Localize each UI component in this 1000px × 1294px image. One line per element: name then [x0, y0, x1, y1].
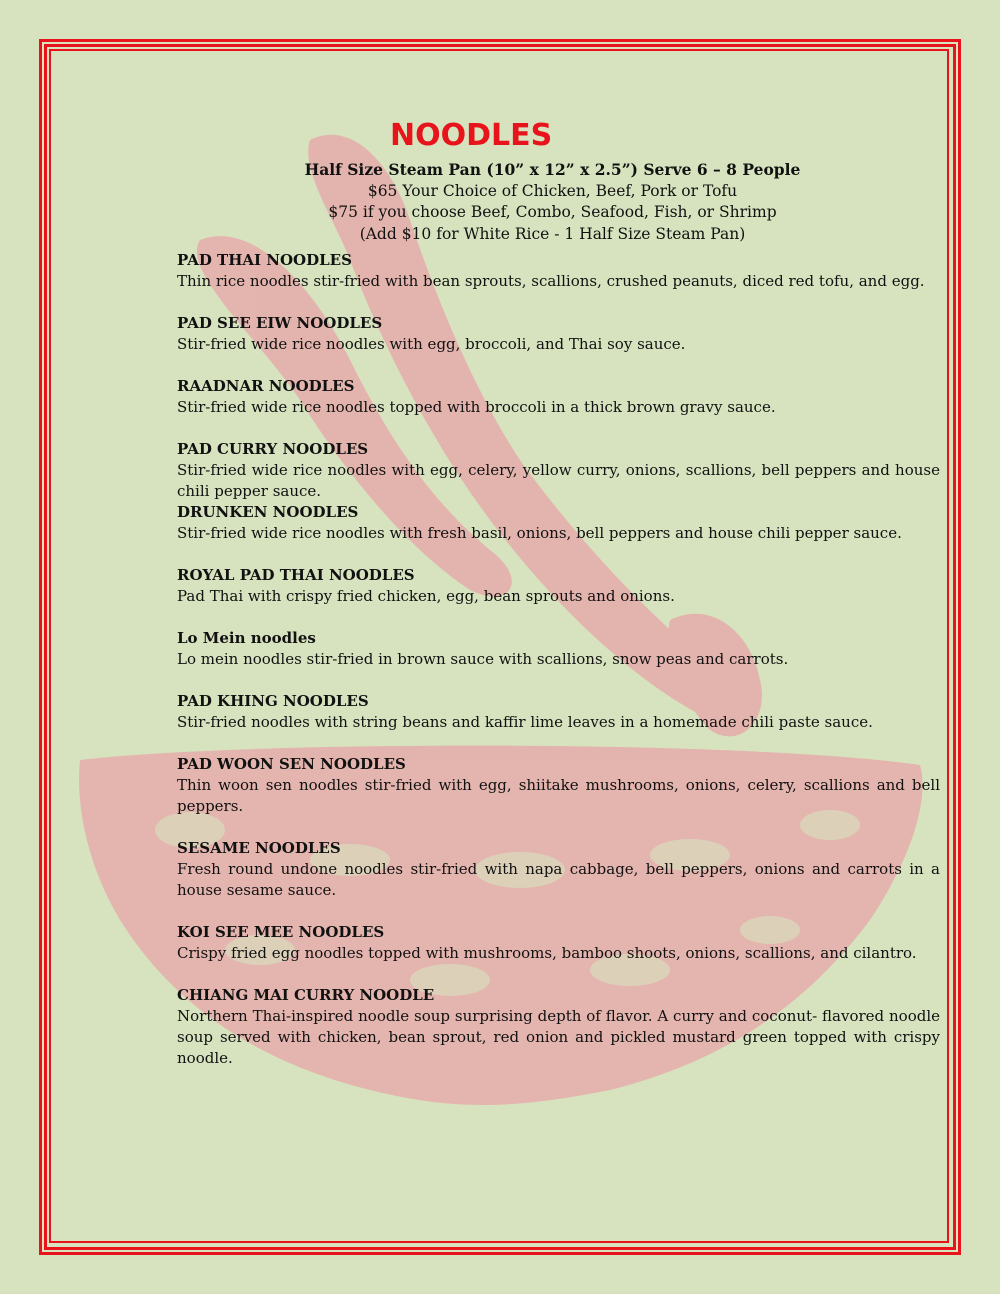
menu-item-name: SESAME NOODLES	[177, 839, 341, 857]
price-line-65: $65 Your Choice of Chicken, Beef, Pork or Tofu	[367, 181, 738, 200]
menu-item	[177, 439, 940, 502]
menu-item	[177, 250, 940, 292]
menu-item-name: Lo Mein noodles	[177, 629, 316, 647]
menu-item-description: Thin woon sen noodles stir-fried with egg, shiitake mushrooms, onions, celery, scallions and bell peppers.	[177, 776, 940, 815]
menu-items-list	[177, 250, 940, 1090]
menu-item-description: Northern Thai-inspired noodle soup surprising depth of flavor. A curry and coconut- flavored noodle soup served with chicken, bean sprout, red onion and pickled mustard green topped with crispy noodle.	[177, 1007, 940, 1067]
menu-item	[177, 754, 940, 817]
menu-item	[177, 838, 940, 901]
menu-item-description: Crispy fried egg noodles topped with mushrooms, bamboo shoots, onions, scallions, and cilantro.	[177, 944, 917, 962]
menu-item-name: RAADNAR NOODLES	[177, 377, 355, 395]
menu-item-description: Stir-fried noodles with string beans and kaffir lime leaves in a homemade chili paste sauce.	[177, 713, 873, 731]
menu-item-description: Lo mein noodles stir-fried in brown sauce with scallions, snow peas and carrots.	[177, 650, 789, 668]
menu-item	[177, 502, 940, 544]
menu-item-description: Stir-fried wide rice noodles topped with broccoli in a thick brown gravy sauce.	[177, 398, 776, 416]
menu-item-name: PAD WOON SEN NOODLES	[177, 755, 406, 773]
pricing-header	[300, 159, 805, 245]
menu-item-description: Thin rice noodles stir-fried with bean sprouts, scallions, crushed peanuts, diced red tofu, and egg.	[177, 272, 925, 290]
menu-item-description: Pad Thai with crispy fried chicken, egg, bean sprouts and onions.	[177, 587, 675, 605]
rice-addon-line: (Add $10 for White Rice - 1 Half Size Steam Pan)	[359, 224, 746, 243]
menu-item	[177, 691, 940, 733]
pan-size-line: Half Size Steam Pan (10” x 12” x 2.5”) Serve 6 – 8 People	[304, 160, 801, 179]
menu-item-description: Stir-fried wide rice noodles with fresh basil, onions, bell peppers and house chili pepper sauce.	[177, 524, 902, 542]
menu-item	[177, 313, 940, 355]
menu-item	[177, 628, 940, 670]
menu-section-title: NOODLES	[390, 118, 553, 153]
menu-item	[177, 985, 940, 1069]
menu-item-name: PAD THAI NOODLES	[177, 251, 352, 269]
menu-item-name: PAD SEE EIW NOODLES	[177, 314, 383, 332]
menu-item	[177, 565, 940, 607]
menu-item-description: Stir-fried wide rice noodles with egg, broccoli, and Thai soy sauce.	[177, 335, 686, 353]
menu-item-name: PAD CURRY NOODLES	[177, 440, 369, 458]
menu-item-name: ROYAL PAD THAI NOODLES	[177, 566, 415, 584]
menu-item-name: KOI SEE MEE NOODLES	[177, 923, 385, 941]
menu-item-name: DRUNKEN NOODLES	[177, 503, 359, 521]
menu-item-name: PAD KHING NOODLES	[177, 692, 369, 710]
price-line-75: $75 if you choose Beef, Combo, Seafood, Fish, or Shrimp	[328, 203, 777, 221]
menu-item	[177, 922, 940, 964]
menu-item-description: Fresh round undone noodles stir-fried with napa cabbage, bell peppers, onions and carrots in a house sesame sauce.	[177, 860, 940, 899]
menu-item-name: CHIANG MAI CURRY NOODLE	[177, 986, 435, 1004]
menu-item-description: Stir-fried wide rice noodles with egg, celery, yellow curry, onions, scallions, bell peppers and house chili pepper sauce.	[177, 461, 940, 500]
menu-item	[177, 376, 940, 418]
